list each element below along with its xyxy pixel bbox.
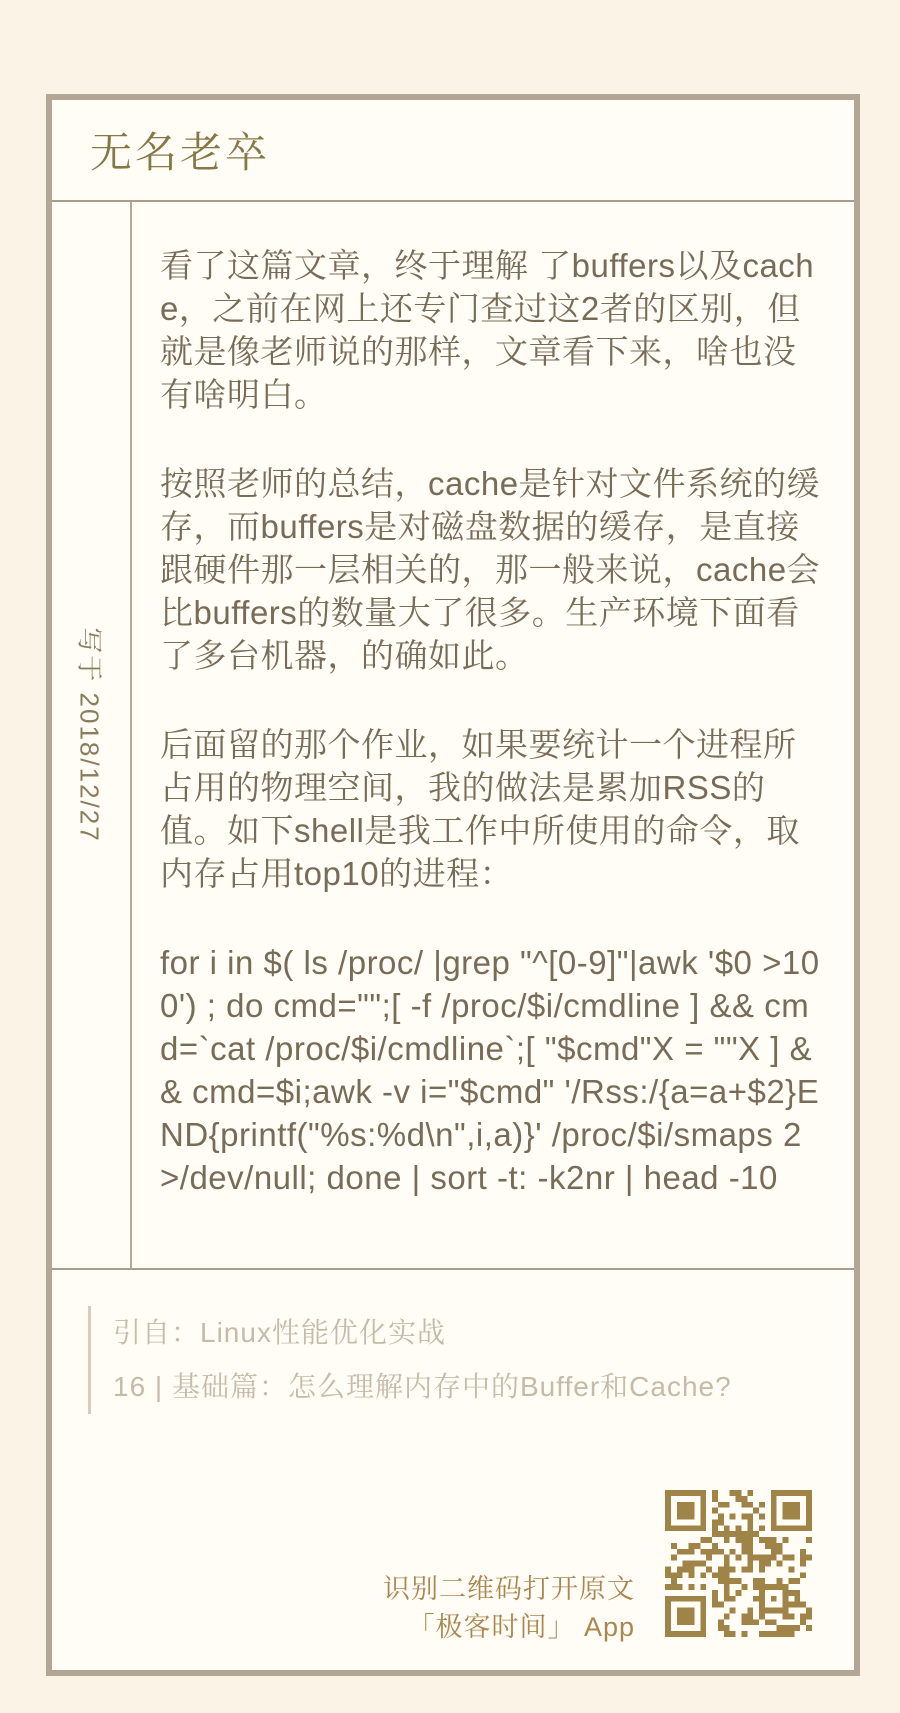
- qr-code-icon: [665, 1490, 812, 1637]
- citation-block: [88, 1306, 732, 1414]
- date-column: [52, 202, 132, 1268]
- comment-paragraph: for i in $( ls /proc/ |grep "^[0-9]"|awk '$0 >100') ; do cmd="";[ -f /proc/$i/cmdline ] && cmd=`cat /proc/$i/cmdline`;[ "$cmd"X = ""X ] && cmd=$i;awk -v i="$cmd" '/Rss:/{a=a+$2}END{printf("%s:%d\n",i,a)}' /proc/$i/smaps 2>/dev/null; done | sort -t: -k2nr | head -10: [160, 944, 820, 1196]
- qr-captions: [383, 1570, 635, 1646]
- citation-source: 引自：Linux性能优化实战: [113, 1317, 446, 1348]
- comment-paragraph: 按照老师的总结，cache是针对文件系统的缓存，而buffers是对磁盘数据的缓存，是直接跟硬件那一层相关的，那一般来说，cache会比buffers的数量大了很多。生产环境下面看了多台机器，的确如此。: [160, 465, 821, 674]
- comment-paragraphs: [160, 244, 824, 1245]
- author-name: 无名老卒: [90, 129, 271, 176]
- qr-caption-secondary: 「极客时间」 App: [407, 1612, 635, 1642]
- footer-divider: [52, 1268, 854, 1270]
- content-row: [52, 202, 854, 1268]
- share-card: [46, 94, 860, 1676]
- comment-paragraph: 看了这篇文章，终于理解 了buffers以及cache，之前在网上还专门查过这2者的区别，但就是像老师说的那样，文章看下来，啥也没有啥明白。: [160, 247, 815, 413]
- date-note: 写于 2018/12/27: [74, 627, 105, 843]
- qr-caption-primary: 识别二维码打开原文: [383, 1574, 635, 1604]
- comment-paragraph: 后面留的那个作业，如果要统计一个进程所占用的物理空间，我的做法是累加RSS的值。如下shell是我工作中所使用的命令，取内存占用top10的进程：: [160, 726, 800, 892]
- card-header: [52, 100, 854, 200]
- citation-article-title: 16 | 基础篇：怎么理解内存中的Buffer和Cache?: [113, 1371, 732, 1402]
